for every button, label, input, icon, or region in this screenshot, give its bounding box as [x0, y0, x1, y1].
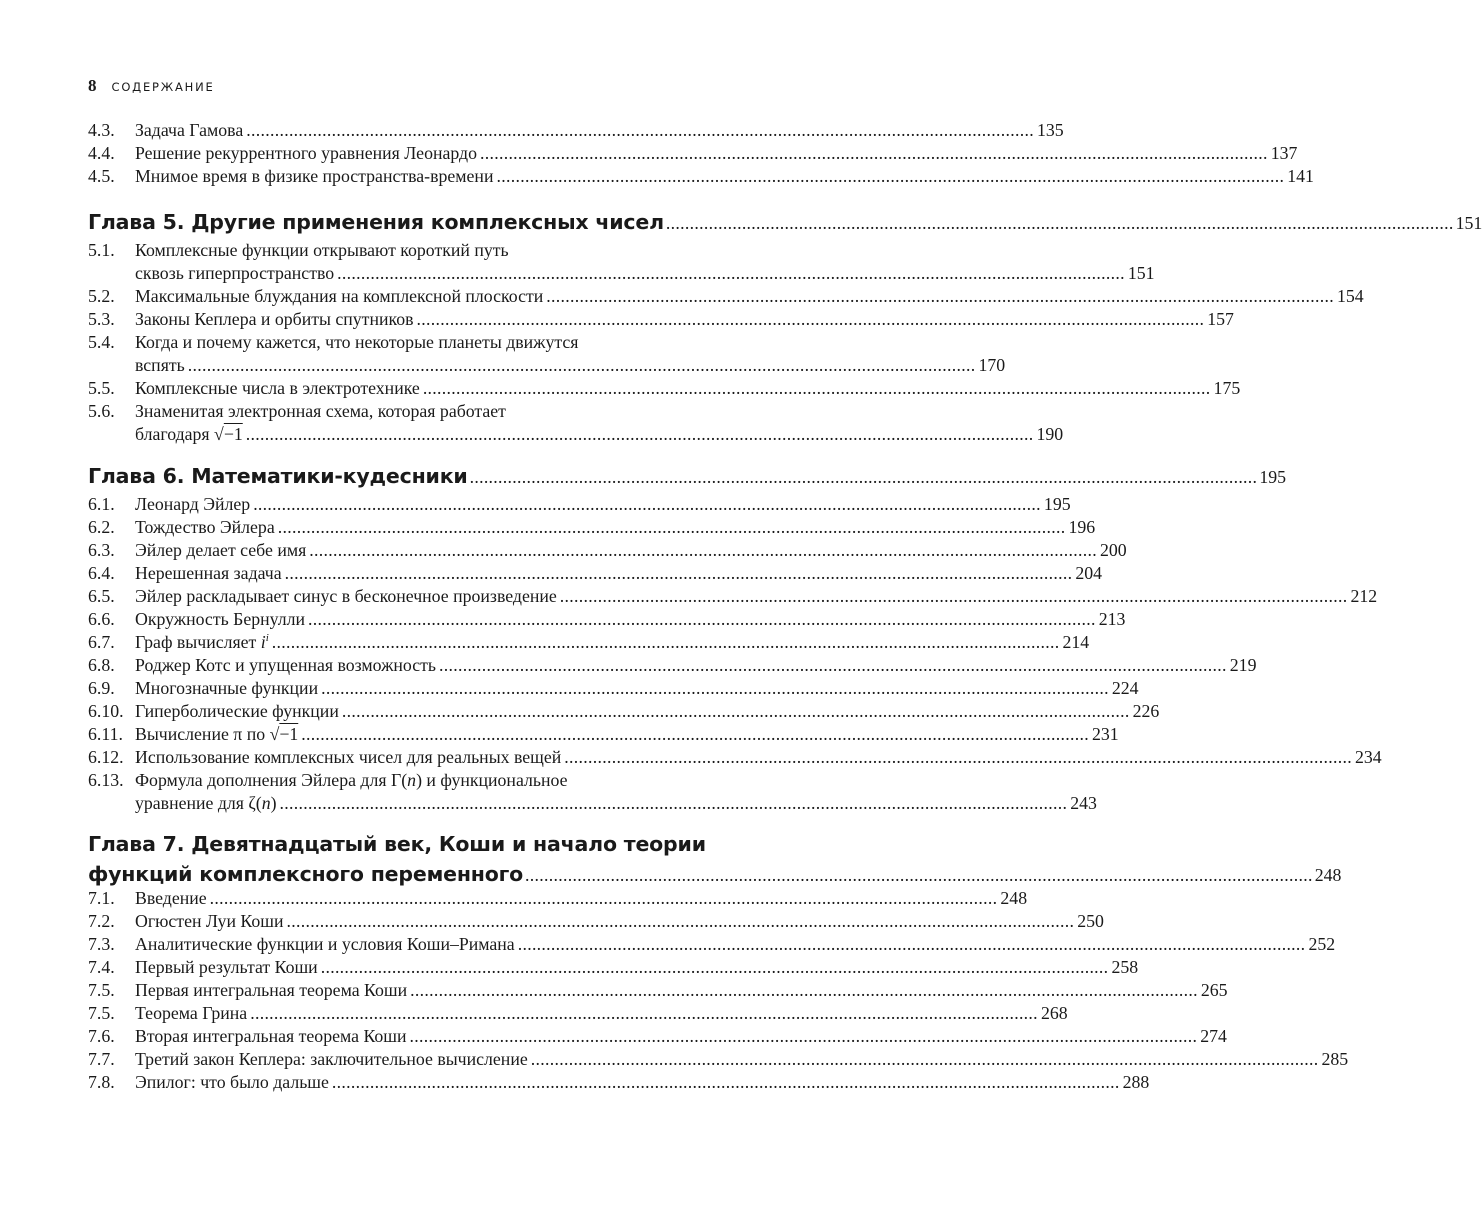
leader-dots: ...................................................................................................................................................................... [525, 865, 1313, 885]
entry-page: 258 [1111, 957, 1139, 977]
title-superscript: i [265, 632, 269, 645]
entry-page: 224 [1111, 678, 1139, 698]
toc-entry-7-2[interactable] [88, 910, 1104, 933]
entry-title-continued: вспять [135, 355, 185, 375]
toc-entry-7-5[interactable] [88, 979, 1228, 1002]
leader-dots: ...................................................................................................................................................................... [410, 980, 1198, 1000]
entry-title: Эйлер делает себе имя [135, 540, 307, 560]
toc-entry-5-5[interactable] [88, 377, 1241, 400]
entry-title: Огюстен Луи Коши [135, 911, 284, 931]
title-italic: i [260, 632, 266, 652]
toc-entry-6-3[interactable] [88, 539, 1127, 562]
leader-dots: ...................................................................................................................................................................... [341, 701, 1130, 721]
entry-number: 7.2. [88, 911, 115, 931]
entry-title: Гиперболические функции [135, 701, 339, 721]
entry-title: Вторая интегральная теорема Коши [135, 1026, 407, 1046]
entry-number: 5.5. [88, 378, 115, 398]
entry-page: 200 [1100, 540, 1127, 560]
toc-entry-6-13[interactable] [88, 769, 1097, 815]
chapter-page: 248 [1314, 865, 1342, 885]
entry-title-continued [135, 423, 243, 446]
entry-number: 5.3. [88, 309, 115, 329]
entry-title: Первый результат Коши [135, 957, 318, 977]
section-title: СОДЕРЖАНИЕ [111, 80, 215, 94]
entry-page: 288 [1122, 1072, 1150, 1092]
entry-title: Законы Кеплера и орбиты спутников [135, 309, 414, 329]
leader-dots: ...................................................................................................................................................................... [517, 934, 1306, 954]
leader-dots: ...................................................................................................................................................................... [187, 355, 976, 375]
entry-page: 265 [1200, 980, 1228, 1000]
leader-dots: ...................................................................................................................................................................... [479, 143, 1268, 163]
toc-entry-7-8[interactable] [88, 1071, 1150, 1094]
entry-number: 6.1. [88, 494, 115, 514]
entry-page: 231 [1091, 724, 1119, 744]
toc-entry-4-3[interactable] [88, 119, 1064, 142]
entry-number: 6.7. [88, 632, 115, 652]
leader-dots: ...................................................................................................................................................................... [245, 424, 1034, 444]
leader-dots: ...................................................................................................................................................................... [564, 747, 1352, 767]
entry-title: Леонард Эйлер [135, 494, 251, 514]
leader-dots: ...................................................................................................................................................................... [308, 609, 1096, 629]
leader-dots: ...................................................................................................................................................................... [320, 957, 1109, 977]
entry-title-continued [135, 792, 277, 815]
leader-dots: ...................................................................................................................................................................... [209, 888, 998, 908]
toc-entry-7-1[interactable] [88, 887, 1028, 910]
leader-dots: ...................................................................................................................................................................... [559, 586, 1348, 606]
entry-number: 5.6. [88, 401, 115, 421]
toc-entry-5-1[interactable] [88, 239, 1155, 285]
entry-number: 7.5. [88, 980, 115, 1000]
toc-entry-6-8[interactable] [88, 654, 1257, 677]
entry-title: Эпилог: что было дальше [135, 1072, 329, 1092]
title-text: Формула дополнения Эйлера для Γ( [135, 770, 408, 790]
entry-page: 219 [1229, 655, 1257, 675]
entry-number: 6.3. [88, 540, 115, 560]
entry-page: 204 [1075, 563, 1103, 583]
entry-page: 234 [1355, 747, 1382, 767]
leader-dots: ...................................................................................................................................................................... [301, 724, 1089, 744]
entry-title: Комплексные числа в электротехнике [135, 378, 420, 398]
toc-entry-6-4[interactable] [88, 562, 1103, 585]
entry-title: Когда и почему кажется, что некоторые планеты движутся [135, 332, 579, 352]
chapter-5-heading[interactable] [88, 207, 1482, 237]
leader-dots: ...................................................................................................................................................................... [409, 1026, 1198, 1046]
entry-number: 6.4. [88, 563, 115, 583]
entry-number: 7.1. [88, 888, 115, 908]
entry-page: 268 [1040, 1003, 1068, 1023]
leader-dots: ...................................................................................................................................................................... [246, 120, 1034, 140]
chapter-6-heading[interactable] [88, 461, 1286, 491]
toc-entry-6-10[interactable] [88, 700, 1160, 723]
entry-title [135, 769, 568, 792]
entry-page: 157 [1207, 309, 1234, 329]
entry-page: 285 [1321, 1049, 1349, 1069]
entry-number: 7.3. [88, 934, 115, 954]
toc-entry-6-11[interactable] [88, 723, 1119, 746]
toc-entry-6-1[interactable] [88, 493, 1071, 516]
entry-title: Тождество Эйлера [135, 517, 275, 537]
toc-entry-5-2[interactable] [88, 285, 1364, 308]
title-text: благодаря √ [135, 424, 224, 444]
entry-title-continued: сквозь гиперпространство [135, 263, 335, 283]
chapter-page: 151 [1455, 213, 1482, 233]
toc-entry-6-12[interactable] [88, 746, 1382, 769]
toc-entry-5-4[interactable] [88, 331, 1006, 377]
entry-page: 214 [1062, 632, 1090, 652]
entry-number: 6.13. [88, 770, 124, 790]
title-text: ) и функциональное [416, 770, 568, 790]
leader-dots: ...................................................................................................................................................................... [309, 540, 1098, 560]
entry-page: 135 [1036, 120, 1064, 140]
leader-dots: ...................................................................................................................................................................... [331, 1072, 1120, 1092]
leader-dots: ...................................................................................................................................................................... [253, 494, 1041, 514]
page-number: 8 [88, 76, 97, 95]
entry-page: 141 [1287, 166, 1314, 186]
entry-page: 137 [1270, 143, 1298, 163]
toc-entry-4-4[interactable] [88, 142, 1298, 165]
entry-number: 4.4. [88, 143, 115, 163]
entry-page: 196 [1068, 517, 1096, 537]
leader-dots: ...................................................................................................................................................................... [277, 517, 1066, 537]
entry-number: 7.4. [88, 957, 115, 977]
entry-title: Мнимое время в физике пространства-времени [135, 166, 494, 186]
leader-dots: ...................................................................................................................................................................... [496, 166, 1285, 186]
title-text: ) [270, 793, 277, 813]
entry-number: 7.6. [88, 1026, 115, 1046]
entry-number: 4.3. [88, 120, 115, 140]
toc-entry-6-9[interactable] [88, 677, 1139, 700]
entry-title: Нерешенная задача [135, 563, 282, 583]
leader-dots: ...................................................................................................................................................................... [321, 678, 1109, 698]
leader-dots: ...................................................................................................................................................................... [546, 286, 1335, 306]
toc-entry-6-2[interactable] [88, 516, 1096, 539]
leader-dots: ...................................................................................................................................................................... [284, 563, 1073, 583]
entry-page: 195 [1043, 494, 1071, 514]
entry-page: 154 [1337, 286, 1364, 306]
toc-entry-6-5[interactable] [88, 585, 1378, 608]
toc-entry-7-5b[interactable] [88, 1002, 1068, 1025]
title-text: Вычисление π по √ [135, 724, 280, 744]
entry-title: Аналитические функции и условия Коши–Римана [135, 934, 515, 954]
entry-title: Комплексные функции открывают короткий путь [135, 240, 509, 260]
entry-page: 190 [1036, 424, 1064, 444]
toc-entry-7-7[interactable] [88, 1048, 1349, 1071]
leader-dots: ...................................................................................................................................................................... [279, 793, 1068, 813]
title-text: Граф вычисляет [135, 632, 261, 652]
toc-entry-4-5[interactable] [88, 165, 1314, 188]
title-italic: n [261, 793, 271, 813]
entry-title: Роджер Котс и упущенная возможность [135, 655, 437, 675]
leader-dots: ...................................................................................................................................................................... [422, 378, 1211, 398]
leader-dots: ...................................................................................................................................................................... [416, 309, 1205, 329]
entry-page: 250 [1077, 911, 1104, 931]
leader-dots: ...................................................................................................................................................................... [439, 655, 1227, 675]
toc-entry-7-3[interactable] [88, 933, 1336, 956]
entry-title: Введение [135, 888, 207, 908]
entry-title: Использование комплексных чисел для реальных вещей [135, 747, 562, 767]
entry-number: 6.5. [88, 586, 115, 606]
entry-title: Знаменитая электронная схема, которая работает [135, 401, 506, 421]
entry-number: 5.2. [88, 286, 115, 306]
entry-number: 6.10. [88, 701, 124, 721]
entry-number: 6.9. [88, 678, 115, 698]
entry-number: 6.2. [88, 517, 115, 537]
title-text: уравнение для ζ( [135, 793, 262, 813]
entry-title: Решение рекуррентного уравнения Леонардо [135, 143, 477, 163]
entry-page: 243 [1070, 793, 1097, 813]
sqrt-radicand: −1 [279, 724, 299, 744]
leader-dots: ...................................................................................................................................................................... [337, 263, 1125, 283]
leader-dots: ...................................................................................................................................................................... [530, 1049, 1319, 1069]
entry-title: Окружность Бернулли [135, 609, 306, 629]
toc-entry-5-6[interactable] [88, 400, 1064, 446]
toc-entry-7-6[interactable] [88, 1025, 1227, 1048]
chapter-page: 195 [1259, 467, 1286, 487]
entry-number: 7.7. [88, 1049, 115, 1069]
entry-title: Первая интегральная теорема Коши [135, 980, 408, 1000]
entry-number: 5.1. [88, 240, 115, 260]
leader-dots: ...................................................................................................................................................................... [271, 632, 1060, 652]
entry-number: 6.12. [88, 747, 124, 767]
entry-number: 4.5. [88, 166, 115, 186]
toc-entry-6-6[interactable] [88, 608, 1126, 631]
entry-title: Теорема Грина [135, 1003, 248, 1023]
entry-title: Эйлер раскладывает синус в бесконечное произведение [135, 586, 557, 606]
entry-number: 6.8. [88, 655, 115, 675]
entry-number: 6.11. [88, 724, 123, 744]
leader-dots: ...................................................................................................................................................................... [250, 1003, 1038, 1023]
sqrt-radicand: −1 [223, 424, 243, 444]
chapter-7-heading[interactable] [88, 829, 1342, 889]
entry-title: Третий закон Кеплера: заключительное вычисление [135, 1049, 528, 1069]
entry-title [135, 631, 269, 654]
chapter-title-continued: функций комплексного переменного [88, 862, 524, 886]
chapter-title: Глава 5. Другие применения комплексных чисел [88, 210, 664, 234]
running-head [88, 76, 215, 98]
leader-dots: ...................................................................................................................................................................... [286, 911, 1075, 931]
entry-title: Многозначные функции [135, 678, 319, 698]
leader-dots: ...................................................................................................................................................................... [469, 467, 1258, 487]
entry-title: Максимальные блуждания на комплексной плоскости [135, 286, 544, 306]
entry-page: 170 [978, 355, 1006, 375]
entry-page: 248 [1000, 888, 1028, 908]
entry-page: 212 [1350, 586, 1378, 606]
toc-entry-5-3[interactable] [88, 308, 1234, 331]
entry-page: 252 [1308, 934, 1336, 954]
chapter-title: Глава 6. Математики-кудесники [88, 464, 468, 488]
title-italic: n [407, 770, 417, 790]
chapter-title: Глава 7. Девятнадцатый век, Коши и начало теории [88, 832, 706, 856]
entry-number: 7.5. [88, 1003, 115, 1023]
entry-page: 226 [1132, 701, 1160, 721]
entry-page: 151 [1127, 263, 1155, 283]
entry-page: 213 [1098, 609, 1126, 629]
entry-title [135, 723, 298, 746]
entry-title: Задача Гамова [135, 120, 244, 140]
entry-number: 7.8. [88, 1072, 115, 1092]
entry-page: 274 [1200, 1026, 1227, 1046]
toc-entry-6-7[interactable] [88, 631, 1090, 654]
entry-number: 5.4. [88, 332, 115, 352]
entry-number: 6.6. [88, 609, 115, 629]
leader-dots: ...................................................................................................................................................................... [665, 213, 1454, 233]
toc-entry-7-4[interactable] [88, 956, 1139, 979]
entry-page: 175 [1213, 378, 1241, 398]
